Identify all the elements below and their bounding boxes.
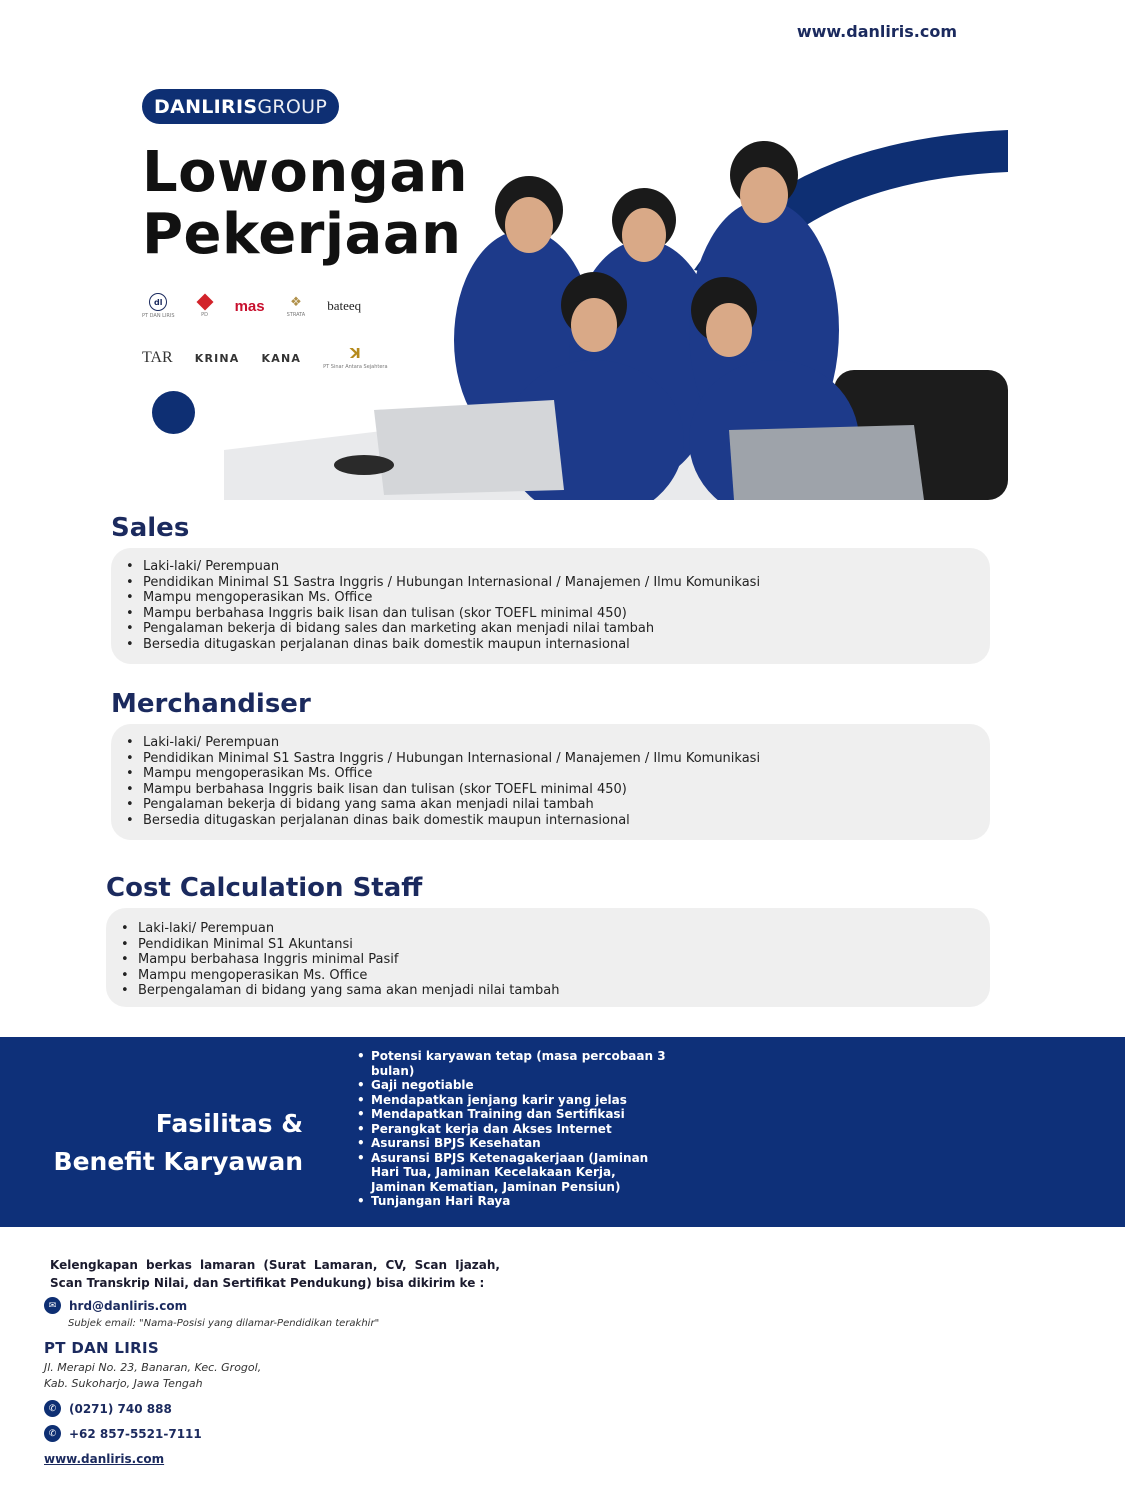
list-item: • Bersedia ditugaskan perjalanan dinas baik domestik maupun internasional: [123, 813, 978, 829]
danliris-logo-icon: dl PT DAN LIRIS: [142, 293, 175, 319]
list-item: • Mampu mengoperasikan Ms. Office: [123, 590, 978, 606]
benefits-title-line1: Fasilitas &: [155, 1109, 303, 1138]
sinar-logo-icon: ꓘ PT Sinar Antara Sejahtera: [323, 346, 388, 370]
list-item: • Laki-laki/ Perempuan: [118, 921, 978, 937]
job-requirements-cost-calculation: [106, 908, 990, 1007]
list-item: • Pengalaman bekerja di bidang sales dan marketing akan menjadi nilai tambah: [123, 621, 978, 637]
list-item: • Mampu berbahasa Inggris minimal Pasif: [118, 952, 978, 968]
benefits-title-line2: Benefit Karyawan: [53, 1147, 303, 1176]
list-item: • Asuransi BPJS Kesehatan: [356, 1136, 668, 1151]
krina-logo-icon: KRINA: [194, 351, 240, 365]
mobile-number[interactable]: +62 857-5521-7111: [69, 1426, 202, 1441]
header-website-link[interactable]: www.danliris.com: [796, 22, 957, 41]
list-item: • Pendidikan Minimal S1 Akuntansi: [118, 937, 978, 953]
job-title-sales: Sales: [111, 513, 190, 543]
benefits-list: [356, 1049, 668, 1209]
pd-logo-icon: PD: [197, 294, 213, 318]
strata-logo-icon: ❖ STRATA: [286, 294, 306, 318]
team-photo: [224, 120, 1008, 500]
list-item: • Pendidikan Minimal S1 Sastra Inggris / Hubungan Internasional / Manajemen / Ilmu Komunikasi: [123, 575, 978, 591]
brand-logo: [142, 89, 339, 124]
address-line: Kab. Sukoharjo, Jawa Tengah: [44, 1377, 203, 1390]
list-item: • Bersedia ditugaskan perjalanan dinas baik domestik maupun internasional: [123, 637, 978, 653]
mobile-contact[interactable]: [44, 1425, 202, 1442]
company-name: PT DAN LIRIS: [44, 1339, 159, 1357]
mas-logo-icon: mas: [234, 297, 265, 315]
company-address: [44, 1360, 261, 1392]
application-instructions: Kelengkapan berkas lamaran (Surat Lamaran, CV, Scan Ijazah, Scan Transkrip Nilai, dan Sertifikat Pendukung) bisa dikirim ke :: [50, 1258, 500, 1290]
list-item: • Perangkat kerja dan Akses Internet: [356, 1122, 668, 1137]
brand-name-bold: DANLIRIS: [154, 95, 258, 118]
list-item: • Mampu mengoperasikan Ms. Office: [118, 968, 978, 984]
list-item: • Asuransi BPJS Ketenagakerjaan (Jaminan Hari Tua, Jaminan Kecelakaan Kerja, Jaminan Kematian, Jaminan Pensiun): [356, 1151, 668, 1195]
page-title-line1: Lowongan: [142, 140, 468, 205]
list-item: • Berpengalaman di bidang yang sama akan menjadi nilai tambah: [118, 983, 978, 999]
bateeq-logo-icon: bateeq: [327, 298, 362, 313]
list-item: • Pengalaman bekerja di bidang yang sama akan menjadi nilai tambah: [123, 797, 978, 813]
brand-name-light: GROUP: [257, 95, 328, 118]
list-item: • Mampu berbahasa Inggris baik lisan dan tulisan (skor TOEFL minimal 450): [123, 782, 978, 798]
list-item: • Pendidikan Minimal S1 Sastra Inggris / Hubungan Internasional / Manajemen / Ilmu Komunikasi: [123, 751, 978, 767]
list-item: • Gaji negotiable: [356, 1078, 668, 1093]
footer-website-link[interactable]: www.danliris.com: [44, 1452, 165, 1466]
phone-contact[interactable]: [44, 1400, 172, 1417]
tar-logo-icon: TAR: [142, 349, 173, 366]
list-item: • Laki-laki/ Perempuan: [123, 735, 978, 751]
job-title-cost-calculation: Cost Calculation Staff: [106, 873, 423, 903]
email-address[interactable]: hrd@danliris.com: [69, 1298, 188, 1313]
list-item: • Tunjangan Hari Raya: [356, 1194, 668, 1209]
list-item: • Mendapatkan Training dan Sertifikasi: [356, 1107, 668, 1122]
list-item: • Mampu mengoperasikan Ms. Office: [123, 766, 978, 782]
page-title-line2: Pekerjaan: [142, 202, 462, 267]
kana-logo-icon: KANA: [261, 351, 302, 365]
job-requirements-merchandiser: [111, 724, 990, 840]
job-requirements-sales: [111, 548, 990, 664]
decorative-dot: [152, 391, 195, 434]
phone-icon: ✆: [44, 1400, 61, 1417]
email-contact[interactable]: [44, 1297, 187, 1314]
envelope-icon: ✉: [44, 1297, 61, 1314]
phone-icon: ✆: [44, 1425, 61, 1442]
list-item: • Mampu berbahasa Inggris baik lisan dan tulisan (skor TOEFL minimal 450): [123, 606, 978, 622]
list-item: • Mendapatkan jenjang karir yang jelas: [356, 1093, 668, 1108]
job-title-merchandiser: Merchandiser: [111, 689, 311, 719]
list-item: • Potensi karyawan tetap (masa percobaan 3 bulan): [356, 1049, 668, 1078]
benefits-title: [54, 1105, 303, 1181]
list-item: • Laki-laki/ Perempuan: [123, 559, 978, 575]
address-line: Jl. Merapi No. 23, Banaran, Kec. Grogol,: [44, 1361, 262, 1374]
phone-number[interactable]: (0271) 740 888: [69, 1401, 172, 1416]
email-subject-note: Subjek email: "Nama-Posisi yang dilamar-Pendidikan terakhir": [68, 1318, 380, 1329]
